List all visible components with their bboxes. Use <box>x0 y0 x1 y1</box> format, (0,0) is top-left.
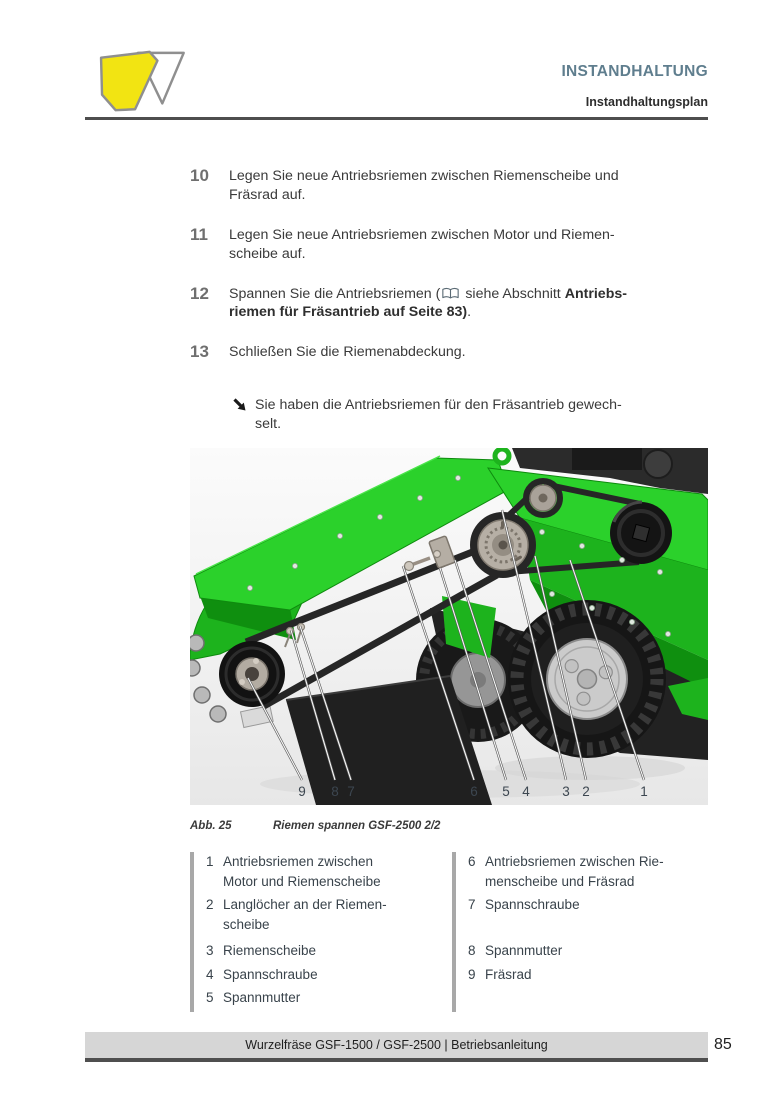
footer-text: Wurzelfräse GSF-1500 / GSF-2500 | Betriebsanleitung <box>245 1038 548 1052</box>
callout-2: 2 <box>582 784 590 799</box>
step-number: 12 <box>190 283 209 303</box>
legend-number: 6 <box>468 854 476 869</box>
fraesrad-pulley <box>219 641 285 707</box>
legend-number: 2 <box>206 897 214 912</box>
legend-item-6 <box>468 852 718 895</box>
step-text: Legen Sie neue Antriebsriemen zwischen Riemenscheibe und Fräsrad auf. <box>229 168 619 203</box>
legend-label: Riemenscheibe <box>223 943 317 958</box>
legend-number: 3 <box>206 943 214 958</box>
step-11 <box>190 226 670 264</box>
legend-item-7 <box>468 895 718 941</box>
figure-caption-text: Riemen spannen GSF-2500 2/2 <box>273 820 441 832</box>
header-rule <box>85 117 708 120</box>
idler-pulley <box>530 485 556 511</box>
legend-label: Spannschraube <box>485 897 580 912</box>
legend-number: 9 <box>468 966 476 982</box>
step-text: Schließen Sie die Riemenabdeckung. <box>229 344 466 361</box>
legend-item-8 <box>468 941 718 965</box>
legend-label: Spannschraube <box>223 966 318 982</box>
legend-label: Fräsrad <box>485 966 532 982</box>
legend-number: 8 <box>468 943 476 958</box>
legend-label: Langlöcher an der Riemen- scheibe <box>223 897 387 932</box>
logo-yellow-shape-icon <box>101 52 157 110</box>
step-text-crossref: Antriebs- riemen für Fräsantrieb auf Seite 83) <box>229 285 627 321</box>
legend-number: 5 <box>206 990 214 1005</box>
callout-9: 9 <box>298 784 306 799</box>
callout-4: 4 <box>522 784 530 799</box>
langloch-slot <box>501 521 504 529</box>
front-wheel <box>508 600 666 758</box>
step-number: 13 <box>190 342 209 362</box>
legend-item-5 <box>206 988 450 1012</box>
step-13 <box>190 343 670 362</box>
riemenscheibe-pulley <box>474 516 532 574</box>
result-arrow-icon <box>233 396 255 434</box>
step-text-suffix: . <box>467 304 472 321</box>
step-10 <box>190 167 670 205</box>
legend-number: 1 <box>206 854 214 869</box>
step-text-mid: siehe Abschnitt <box>461 285 565 302</box>
step-text: Legen Sie neue Antriebsriemen zwischen Motor und Riemen- scheibe auf. <box>229 226 615 262</box>
page-number: 85 <box>714 1036 732 1053</box>
result-text: Sie haben die Antriebsriemen für den Fräsantrieb gewech- selt. <box>255 397 622 432</box>
step-number: 10 <box>190 166 209 185</box>
callout-7: 7 <box>347 784 355 799</box>
figure-legend <box>190 852 718 1012</box>
step-text-prefix: Spannen Sie die Antriebsriemen ( <box>229 285 441 302</box>
legend-item-3 <box>206 941 450 965</box>
legend-item-2 <box>206 895 450 941</box>
result-line <box>233 396 670 434</box>
figure-caption <box>190 820 440 832</box>
figure-riemen-spannen <box>190 448 708 805</box>
legend-item-4 <box>206 965 450 989</box>
section-title: INSTANDHALTUNG <box>561 63 708 80</box>
legend-label: Spannmutter <box>485 943 563 958</box>
legend-column-right <box>452 852 718 1012</box>
instruction-steps <box>190 167 670 434</box>
machine-illustration <box>190 448 708 805</box>
brand-logo <box>88 48 188 118</box>
legend-column-left <box>190 852 450 1012</box>
legend-label: Spannmutter <box>223 990 301 1005</box>
callout-6: 6 <box>470 784 478 799</box>
legend-number: 7 <box>468 897 476 912</box>
legend-number: 4 <box>206 966 214 982</box>
figure-caption-label: Abb. 25 <box>190 820 232 832</box>
legend-label: Antriebsriemen zwischen Motor und Riemenscheibe <box>223 854 381 889</box>
subsection-title: Instandhaltungsplan <box>585 95 708 109</box>
footer-bar <box>85 1032 708 1062</box>
callout-8: 8 <box>331 784 339 799</box>
step-12 <box>190 285 670 323</box>
open-book-icon <box>442 287 459 300</box>
legend-label: Antriebsriemen zwischen Rie- menscheibe und Fräsrad <box>485 854 664 889</box>
motor-pulley <box>610 502 672 564</box>
callout-3: 3 <box>562 784 570 799</box>
wheel-shadow <box>495 756 685 780</box>
legend-item-1 <box>206 852 450 895</box>
legend-item-9 <box>468 965 718 989</box>
step-number: 11 <box>190 224 208 244</box>
step-text <box>229 285 661 323</box>
callout-1: 1 <box>640 784 648 799</box>
callout-5: 5 <box>502 784 510 799</box>
